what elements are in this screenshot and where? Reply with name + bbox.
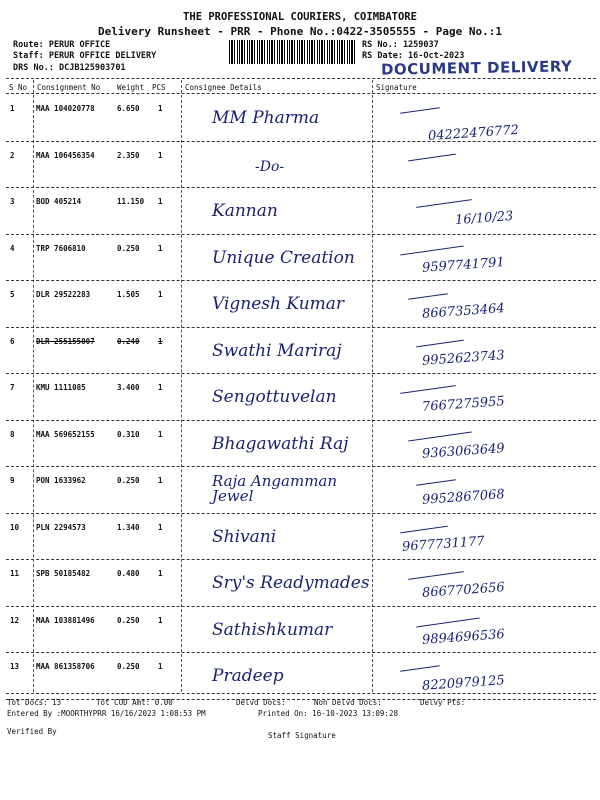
row-consignment-no: PLN 2294573 bbox=[36, 522, 86, 532]
row-pcs: 1 bbox=[158, 522, 163, 532]
row-signature-stroke bbox=[408, 571, 464, 580]
row-separator bbox=[6, 606, 596, 607]
row-signature-phone: 7667275955 bbox=[421, 394, 506, 415]
header-separator bbox=[6, 78, 596, 79]
row-separator bbox=[6, 373, 596, 374]
row-signature-phone: 9952623743 bbox=[421, 347, 506, 369]
non-delivered-docs: Non Delvd Docs: bbox=[314, 698, 382, 707]
col-consignee: Consignee Details bbox=[185, 83, 262, 92]
company-title: THE PROFESSIONAL COURIERS, COIMBATORE bbox=[183, 11, 417, 23]
row-weight: 0.250 bbox=[117, 243, 140, 253]
row-separator bbox=[6, 141, 596, 142]
row-consignee-name: Shivani bbox=[212, 526, 277, 547]
row-pcs: 1 bbox=[158, 476, 163, 485]
row-signature-phone: 9677731177 bbox=[401, 533, 486, 555]
col-weight: Weight bbox=[117, 83, 145, 92]
row-consignment-no: SPB 50185482 bbox=[36, 569, 91, 578]
row-consignee-name: Kannan bbox=[212, 201, 278, 221]
printed-on: Printed On: 16-10-2023 13:09:28 bbox=[258, 709, 398, 718]
row-weight: 11.150 bbox=[117, 197, 145, 206]
row-consignee-name: Pradeep bbox=[212, 666, 284, 686]
row-sno: 4 bbox=[10, 243, 15, 253]
row-weight: 6.650 bbox=[117, 104, 140, 113]
row-consignment-no: DLR 255155007 bbox=[36, 336, 95, 346]
row-consignment-no: BOD 405214 bbox=[36, 197, 82, 206]
row-consignee-name: Sry's Readymades bbox=[212, 573, 370, 593]
row-pcs: 1 bbox=[158, 569, 163, 578]
row-pcs: 1 bbox=[158, 336, 163, 346]
row-sno: 5 bbox=[10, 290, 15, 299]
col-consignment: Consignment No bbox=[37, 83, 101, 92]
rs-number: RS No.: 1259037 bbox=[362, 40, 439, 50]
row-weight: 1.505 bbox=[117, 290, 140, 299]
row-consignment-no: MAA 569652155 bbox=[36, 429, 95, 439]
row-signature-phone: 8220979125 bbox=[421, 673, 506, 694]
row-signature-phone: 04222476772 bbox=[427, 122, 520, 145]
row-signature-phone: 9363063649 bbox=[421, 440, 506, 462]
total-cod-amount: Tot COD Amt: 0.00 bbox=[96, 698, 173, 707]
delivery-points: Delvy Pts: bbox=[420, 698, 466, 707]
column-divider bbox=[372, 80, 373, 692]
row-signature-stroke bbox=[408, 293, 448, 300]
row-consignee-name: Swathi Mariraj bbox=[212, 340, 342, 361]
row-consignee-name: Bhagawathi Raj bbox=[212, 433, 349, 454]
row-signature-stroke bbox=[408, 431, 472, 441]
row-sno: 3 bbox=[10, 197, 15, 206]
row-consignment-no: MAA 104020778 bbox=[36, 104, 95, 113]
drs-number: DRS No.: DCJB125903701 bbox=[13, 63, 126, 73]
row-signature-stroke bbox=[416, 617, 480, 627]
row-pcs: 1 bbox=[158, 429, 163, 439]
row-sno: 1 bbox=[10, 104, 15, 113]
row-sno: 13 bbox=[10, 662, 20, 671]
row-signature-stroke bbox=[400, 245, 464, 255]
row-consignee-name: MM Pharma bbox=[212, 108, 320, 128]
row-consignee-name: -Do- bbox=[255, 158, 285, 175]
column-divider bbox=[33, 80, 34, 692]
row-consignment-no: MAA 861358706 bbox=[36, 662, 95, 671]
row-sno: 2 bbox=[10, 150, 15, 160]
row-sno: 11 bbox=[10, 569, 20, 578]
column-header-separator bbox=[6, 93, 596, 94]
col-signature: Signature bbox=[376, 83, 417, 92]
document-delivery-stamp: DOCUMENT DELIVERY bbox=[380, 57, 573, 79]
row-separator bbox=[6, 280, 596, 281]
barcode bbox=[229, 40, 356, 64]
row-signature-stroke bbox=[400, 665, 440, 672]
row-pcs: 1 bbox=[158, 150, 163, 160]
row-consignee-name: Unique Creation bbox=[212, 247, 355, 268]
staff-label: Staff: PERUR OFFICE DELIVERY bbox=[13, 51, 157, 61]
row-consignee-name: Raja Angamman Jewel bbox=[212, 472, 338, 505]
delivered-docs: Delvd Docs: bbox=[236, 698, 286, 707]
row-sno: 8 bbox=[10, 429, 15, 439]
row-signature-stroke bbox=[416, 199, 472, 208]
row-signature-phone: 16/10/23 bbox=[454, 208, 514, 229]
row-pcs: 1 bbox=[158, 290, 163, 299]
row-weight: 0.310 bbox=[117, 429, 140, 439]
row-pcs: 1 bbox=[158, 615, 163, 625]
row-pcs: 1 bbox=[158, 383, 163, 392]
row-consignee-name: Sathishkumar bbox=[212, 619, 333, 640]
row-pcs: 1 bbox=[158, 104, 163, 113]
row-signature-stroke bbox=[400, 525, 448, 533]
col-sno: S No bbox=[9, 83, 28, 92]
row-sno: 12 bbox=[10, 615, 20, 625]
row-pcs: 1 bbox=[158, 662, 163, 671]
col-pcs: PCS bbox=[152, 83, 166, 92]
verified-by: Verified By bbox=[7, 727, 57, 736]
total-docs: Tot Docs: 13 bbox=[7, 698, 62, 707]
row-signature-phone: 8667353464 bbox=[421, 301, 506, 322]
row-sno: 9 bbox=[10, 476, 15, 485]
row-weight: 3.400 bbox=[117, 383, 140, 392]
row-sno: 7 bbox=[10, 383, 15, 392]
row-separator bbox=[6, 187, 596, 188]
entered-by: Entered By :MOORTHYPRR 16/16/2023 1:08:53 PM bbox=[7, 709, 206, 718]
row-separator bbox=[6, 652, 596, 653]
row-consignment-no: MAA 103881496 bbox=[36, 615, 95, 625]
row-sno: 10 bbox=[10, 522, 20, 532]
staff-signature: Staff Signature bbox=[268, 731, 336, 740]
row-separator bbox=[6, 327, 596, 328]
row-separator bbox=[6, 513, 596, 514]
row-signature-stroke bbox=[416, 339, 464, 347]
row-weight: 0.250 bbox=[117, 476, 140, 485]
row-weight: 2.350 bbox=[117, 150, 140, 160]
row-consignment-no: MAA 106456354 bbox=[36, 150, 95, 160]
row-signature-stroke bbox=[408, 153, 456, 161]
row-consignment-no: PON 1633962 bbox=[36, 476, 86, 485]
row-consignment-no: DLR 29522283 bbox=[36, 290, 91, 299]
row-signature-phone: 9952867068 bbox=[421, 487, 506, 508]
row-sno: 6 bbox=[10, 336, 15, 346]
column-divider bbox=[181, 80, 182, 692]
footer-separator bbox=[6, 693, 596, 694]
row-separator bbox=[6, 699, 596, 700]
row-consignment-no: KMU 1111085 bbox=[36, 383, 86, 392]
row-consignment-no: TRP 7606810 bbox=[36, 243, 86, 253]
row-signature-stroke bbox=[400, 107, 440, 114]
row-separator bbox=[6, 559, 596, 560]
row-weight: 0.480 bbox=[117, 569, 140, 578]
row-separator bbox=[6, 466, 596, 467]
row-consignee-name: Vignesh Kumar bbox=[212, 294, 345, 314]
row-signature-phone: 9597741791 bbox=[421, 254, 506, 276]
row-weight: 0.250 bbox=[117, 615, 140, 625]
row-signature-phone: 8667702656 bbox=[421, 580, 506, 601]
row-signature-stroke bbox=[400, 385, 456, 394]
row-signature-phone: 9894696536 bbox=[421, 626, 506, 648]
row-separator bbox=[6, 420, 596, 421]
route-label: Route: PERUR OFFICE bbox=[13, 40, 111, 50]
row-weight: 0.240 bbox=[117, 336, 140, 346]
row-pcs: 1 bbox=[158, 243, 163, 253]
row-signature-stroke bbox=[416, 479, 456, 486]
row-pcs: 1 bbox=[158, 197, 163, 206]
row-weight: 0.250 bbox=[117, 662, 140, 671]
row-weight: 1.340 bbox=[117, 522, 140, 532]
row-consignee-name: Sengottuvelan bbox=[212, 387, 337, 407]
rs-date: RS Date: 16-Oct-2023 bbox=[362, 51, 465, 61]
row-separator bbox=[6, 234, 596, 235]
runsheet-subtitle: Delivery Runsheet - PRR - Phone No.:0422-3505555 - Page No.:1 bbox=[98, 25, 502, 38]
